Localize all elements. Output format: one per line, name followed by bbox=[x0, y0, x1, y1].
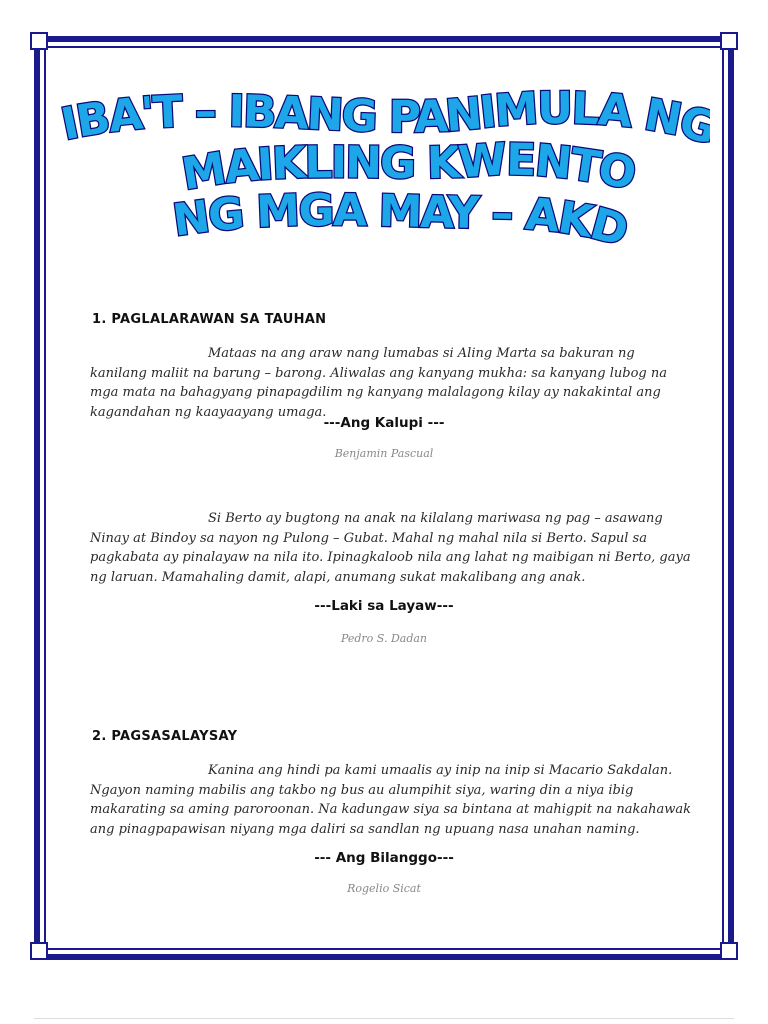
excerpt-text-2: Si Berto ay bugtong na anak na kilalang mariwasa ng pag – asawang Ninay at Bindoy sa nayon ng Pulong – Gubat. Mahal ng mahal nila si Berto. Sapul sa pagkabata ay pinalayaw na nila ito. Ipinagkaloob nila ang lahat ng maibigan ni Berto, gaya ng laruan. Mamahaling damit, alapi, anumang sukat makalibang ang anak. bbox=[90, 511, 691, 585]
border-corner-top-left bbox=[30, 32, 48, 50]
border-corner-bottom-left bbox=[30, 942, 48, 960]
title-line-1: BA'T – IBANG PANIMULA N bbox=[72, 88, 685, 148]
title-line-3: NG MGA MAY – AKD bbox=[169, 185, 632, 257]
story-author-3: Rogelio Sicat bbox=[347, 882, 421, 895]
story-author-2: Pedro S. Dadan bbox=[340, 632, 428, 645]
story-author-1: Benjamin Pascual bbox=[334, 447, 434, 460]
story-title-2: ---Laki sa Layaw--- bbox=[314, 598, 454, 614]
story-title-3: --- Ang Bilanggo--- bbox=[314, 850, 454, 866]
border-corner-top-right bbox=[720, 32, 738, 50]
excerpt-paragraph-2 bbox=[90, 509, 695, 587]
document-title bbox=[60, 88, 710, 258]
section-heading-1: 1. PAGLALARAWAN SA TAUHAN bbox=[92, 312, 327, 327]
title-line-2: MAIKLING KWENTO bbox=[178, 134, 639, 201]
border-corner-bottom-right bbox=[720, 942, 738, 960]
section-heading-2: 2. PAGSASALAYSAY bbox=[92, 729, 238, 744]
excerpt-paragraph-3 bbox=[90, 761, 695, 839]
excerpt-text-3: Kanina ang hindi pa kami umaalis ay inip na inip si Macario Sakdalan. Ngayon naming mabilis ang takbo ng bus au alumpihit siya, waring din a niya ibig makarating sa aming paroroonan. Na kadungaw siya sa bintana at mahigpit na nakahawak ang pinagpapawisan niyang mga daliri sa sandlan ng upuang nasa unahan naming. bbox=[90, 763, 691, 837]
page-footer-divider bbox=[34, 1018, 734, 1019]
excerpt-text-1: Mataas na ang araw nang lumabas si Aling Marta sa bakuran ng kanilang maliit na barung – barong. Aliwalas ang kanyang mukha: sa kanyang lubog na mga mata na bahagyang pinapagdilim ng kanyang malalagong kilay ay nakakintal ang kagandahan ng kaayaayang umaga. bbox=[90, 346, 667, 420]
excerpt-paragraph-1 bbox=[90, 344, 695, 422]
story-title-1: ---Ang Kalupi --- bbox=[323, 415, 445, 431]
